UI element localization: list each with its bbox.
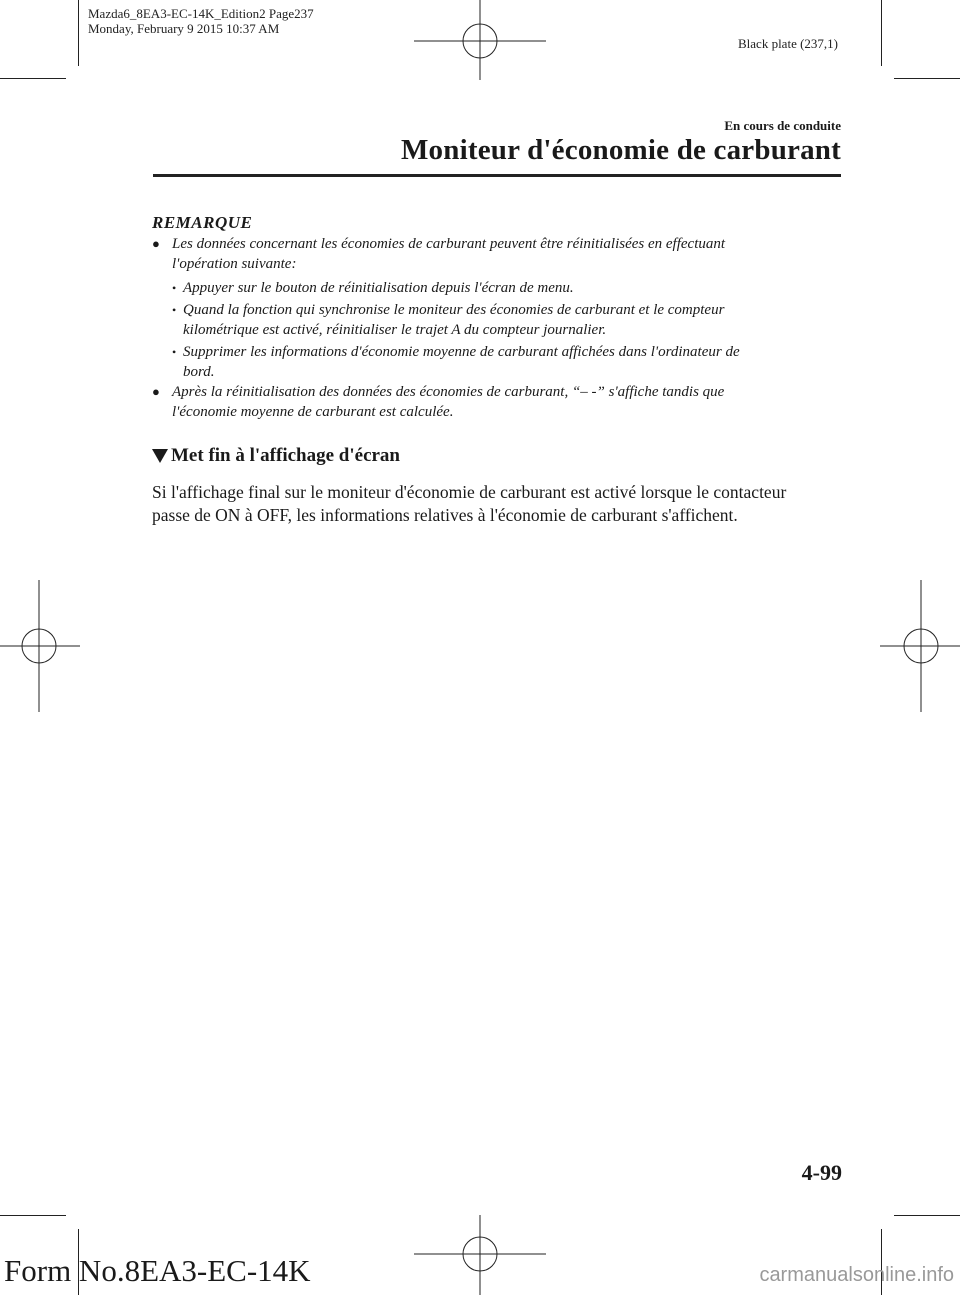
- registration-target-bottom-icon: [414, 1215, 546, 1295]
- note-subitem-2-line-1: Quand la fonction qui synchronise le moniteur des économies de carburant et le compteur: [183, 302, 725, 318]
- section-heading: [152, 445, 400, 467]
- note-bullet-1-line-2: l'opération suivante:: [172, 256, 297, 272]
- note-subitem-2-line-2: kilométrique est activé, réinitialiser le trajet A du compteur journalier.: [183, 322, 607, 338]
- registration-target-right-icon: [880, 580, 960, 712]
- sub-bullet-icon: •: [172, 303, 177, 317]
- section-label: En cours de conduite: [724, 118, 841, 133]
- section-paragraph-line-2: passe de ON à OFF, les informations relatives à l'économie de carburant s'affichent.: [152, 505, 738, 525]
- print-timestamp: Monday, February 9 2015 10:37 AM: [88, 21, 280, 36]
- note-subitem-3-line-2: bord.: [183, 364, 215, 380]
- sub-bullet-icon: •: [172, 345, 177, 359]
- watermark: carmanualsonline.info: [759, 1264, 954, 1286]
- note-bullet-2-line-1: Après la réinitialisation des données des économies de carburant, “– -” s'affiche tandis que: [172, 384, 725, 400]
- note-bullet-2: [152, 382, 842, 422]
- note-bullet-1-line-1: Les données concernant les économies de carburant peuvent être réinitialisées en effectuant: [172, 236, 726, 252]
- note-bullet-1: [152, 234, 842, 274]
- note-bullet-2-line-2: l'économie moyenne de carburant est calculée.: [172, 404, 454, 420]
- note-subitem-3: [172, 342, 842, 382]
- section-heading-text: Met fin à l'affichage d'écran: [171, 445, 401, 466]
- title-rule: [153, 174, 841, 177]
- registration-target-top-icon: [414, 0, 546, 80]
- bullet-dot-icon: ●: [152, 236, 160, 251]
- note-subitem-3-line-1: Supprimer les informations d'économie moyenne de carburant affichées dans l'ordinateur de: [183, 344, 740, 360]
- registration-target-left-icon: [0, 580, 80, 712]
- bullet-dot-icon: ●: [152, 384, 160, 399]
- plate-label: Black plate (237,1): [738, 36, 838, 51]
- note-subitem-1-text: Appuyer sur le bouton de réinitialisation depuis l'écran de menu.: [183, 280, 574, 296]
- note-heading: REMARQUE: [152, 213, 253, 232]
- print-file-name: Mazda6_8EA3-EC-14K_Edition2 Page237: [88, 6, 314, 21]
- section-paragraph: [152, 481, 852, 527]
- print-file-info: [88, 6, 314, 36]
- page-title: Moniteur d'économie de carburant: [400, 134, 841, 166]
- triangle-down-icon: [152, 449, 168, 463]
- sub-bullet-icon: •: [172, 281, 177, 295]
- note-subitem-1: [172, 278, 842, 298]
- page-number: 4-99: [801, 1160, 842, 1185]
- note-subitem-2: [172, 300, 842, 340]
- form-number: Form No.8EA3-EC-14K: [4, 1253, 311, 1288]
- section-paragraph-line-1: Si l'affichage final sur le moniteur d'économie de carburant est activé lorsque le contacteur: [152, 482, 787, 502]
